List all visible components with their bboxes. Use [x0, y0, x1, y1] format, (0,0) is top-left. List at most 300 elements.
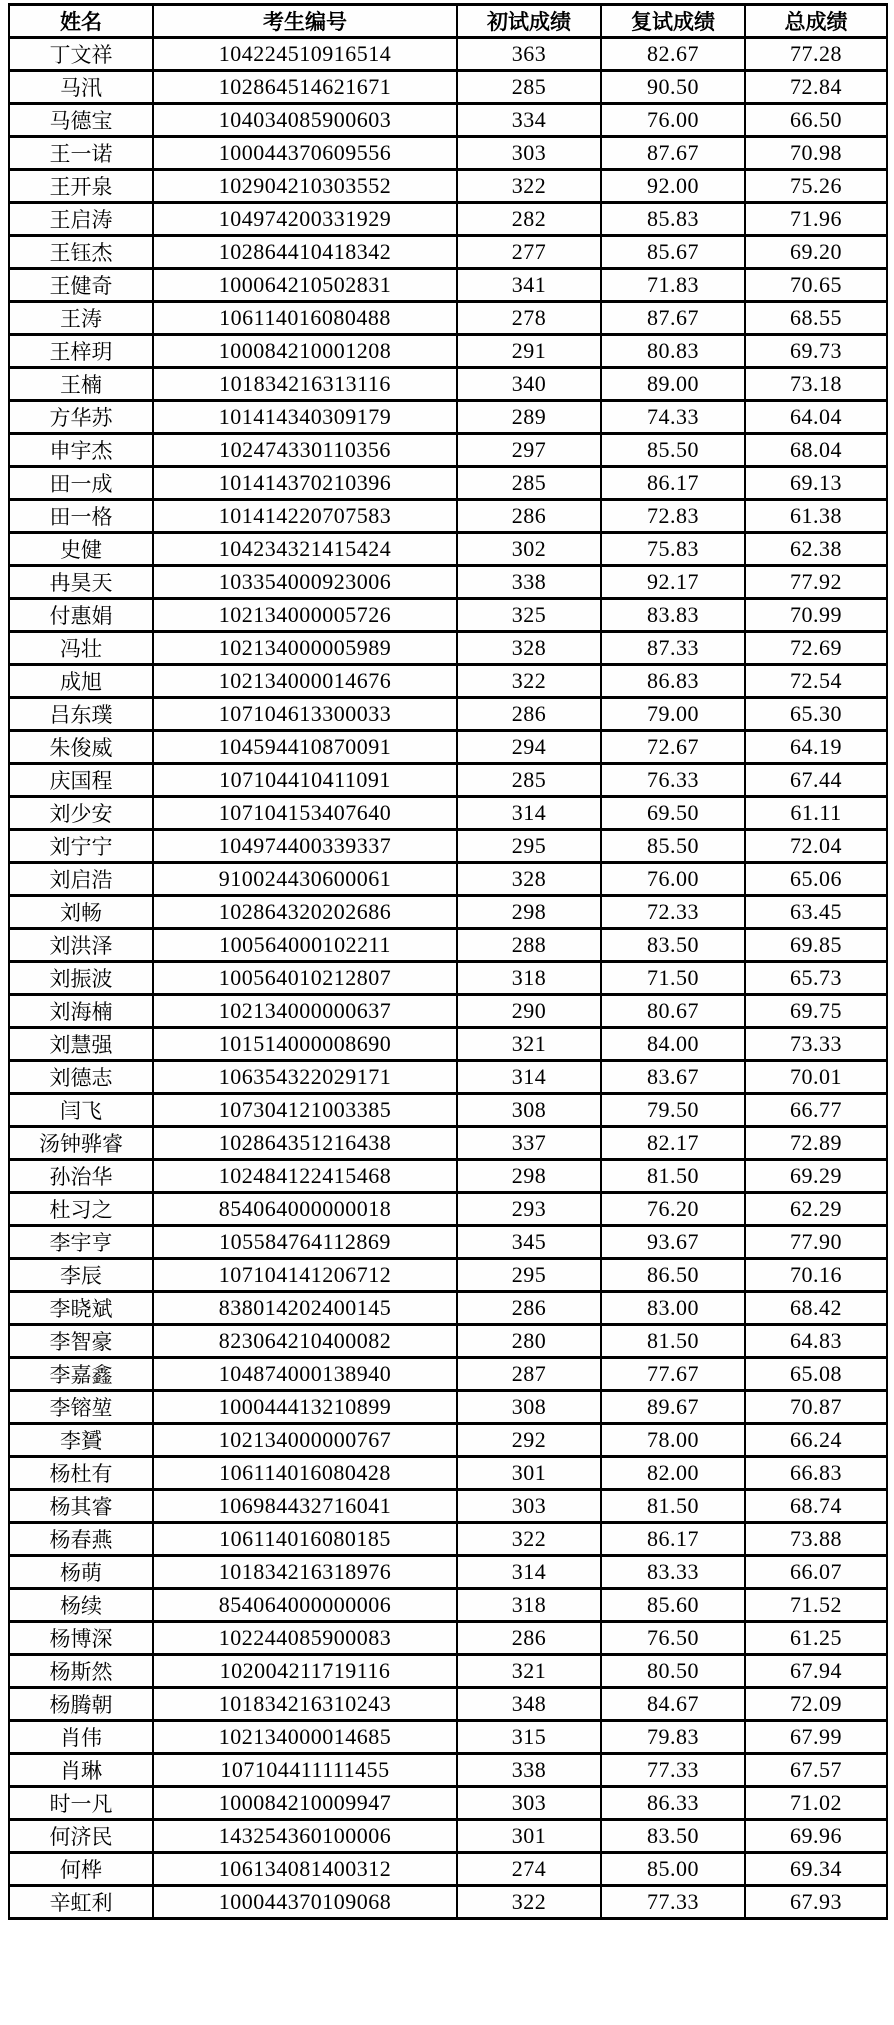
cell-name: 何济民	[9, 1820, 153, 1853]
cell-name: 孙治华	[9, 1160, 153, 1193]
cell-candidate-id: 101414340309179	[153, 401, 457, 434]
cell-total-score: 65.08	[745, 1358, 887, 1391]
cell-name: 杨杜有	[9, 1457, 153, 1490]
cell-candidate-id: 102134000000637	[153, 995, 457, 1028]
cell-retest-score: 93.67	[601, 1226, 745, 1259]
cell-candidate-id: 104234321415424	[153, 533, 457, 566]
cell-total-score: 70.99	[745, 599, 887, 632]
cell-retest-score: 69.50	[601, 797, 745, 830]
cell-total-score: 72.89	[745, 1127, 887, 1160]
cell-retest-score: 83.33	[601, 1556, 745, 1589]
cell-initial-score: 303	[457, 1490, 601, 1523]
cell-total-score: 68.55	[745, 302, 887, 335]
cell-total-score: 65.06	[745, 863, 887, 896]
cell-total-score: 67.99	[745, 1721, 887, 1754]
cell-initial-score: 341	[457, 269, 601, 302]
cell-candidate-id: 104224510916514	[153, 38, 457, 71]
cell-retest-score: 78.00	[601, 1424, 745, 1457]
cell-name: 朱俊威	[9, 731, 153, 764]
cell-retest-score: 81.50	[601, 1325, 745, 1358]
cell-candidate-id: 103354000923006	[153, 566, 457, 599]
cell-name: 杨春燕	[9, 1523, 153, 1556]
cell-name: 杜习之	[9, 1193, 153, 1226]
cell-candidate-id: 104974200331929	[153, 203, 457, 236]
cell-candidate-id: 104974400339337	[153, 830, 457, 863]
cell-name: 成旭	[9, 665, 153, 698]
cell-total-score: 66.50	[745, 104, 887, 137]
table-row	[9, 1358, 887, 1391]
cell-total-score: 75.26	[745, 170, 887, 203]
cell-retest-score: 71.83	[601, 269, 745, 302]
cell-initial-score: 314	[457, 1061, 601, 1094]
cell-total-score: 73.88	[745, 1523, 887, 1556]
cell-total-score: 69.96	[745, 1820, 887, 1853]
table-row	[9, 170, 887, 203]
cell-name: 冯壮	[9, 632, 153, 665]
cell-candidate-id: 102134000014685	[153, 1721, 457, 1754]
cell-initial-score: 295	[457, 830, 601, 863]
cell-initial-score: 338	[457, 1754, 601, 1787]
cell-initial-score: 303	[457, 137, 601, 170]
cell-retest-score: 76.33	[601, 764, 745, 797]
cell-candidate-id: 102864320202686	[153, 896, 457, 929]
cell-total-score: 66.07	[745, 1556, 887, 1589]
table-row	[9, 1886, 887, 1919]
cell-name: 刘畅	[9, 896, 153, 929]
table-row	[9, 1754, 887, 1787]
table-row	[9, 1226, 887, 1259]
table-row	[9, 38, 887, 71]
cell-initial-score: 280	[457, 1325, 601, 1358]
cell-candidate-id: 102134000005989	[153, 632, 457, 665]
cell-candidate-id: 102004211719116	[153, 1655, 457, 1688]
cell-candidate-id: 102484122415468	[153, 1160, 457, 1193]
exam-score-table	[8, 3, 888, 1920]
cell-total-score: 71.02	[745, 1787, 887, 1820]
cell-retest-score: 86.83	[601, 665, 745, 698]
cell-total-score: 61.38	[745, 500, 887, 533]
cell-initial-score: 322	[457, 170, 601, 203]
cell-retest-score: 76.20	[601, 1193, 745, 1226]
cell-retest-score: 80.50	[601, 1655, 745, 1688]
cell-total-score: 69.20	[745, 236, 887, 269]
cell-candidate-id: 854064000000018	[153, 1193, 457, 1226]
cell-name: 刘海楠	[9, 995, 153, 1028]
table-row	[9, 1655, 887, 1688]
cell-retest-score: 79.83	[601, 1721, 745, 1754]
cell-total-score: 71.52	[745, 1589, 887, 1622]
cell-initial-score: 286	[457, 698, 601, 731]
table-row	[9, 1589, 887, 1622]
cell-name: 李镕堃	[9, 1391, 153, 1424]
cell-initial-score: 315	[457, 1721, 601, 1754]
table-row	[9, 1556, 887, 1589]
cell-name: 杨其睿	[9, 1490, 153, 1523]
cell-initial-score: 325	[457, 599, 601, 632]
cell-name: 田一成	[9, 467, 153, 500]
table-row	[9, 1490, 887, 1523]
cell-retest-score: 81.50	[601, 1490, 745, 1523]
cell-candidate-id: 106114016080488	[153, 302, 457, 335]
cell-initial-score: 295	[457, 1259, 601, 1292]
cell-candidate-id: 104874000138940	[153, 1358, 457, 1391]
cell-candidate-id: 106114016080428	[153, 1457, 457, 1490]
cell-retest-score: 83.67	[601, 1061, 745, 1094]
cell-initial-score: 301	[457, 1820, 601, 1853]
cell-total-score: 62.38	[745, 533, 887, 566]
cell-retest-score: 71.50	[601, 962, 745, 995]
table-row	[9, 1820, 887, 1853]
cell-initial-score: 322	[457, 1523, 601, 1556]
cell-total-score: 68.42	[745, 1292, 887, 1325]
cell-retest-score: 87.33	[601, 632, 745, 665]
cell-total-score: 69.75	[745, 995, 887, 1028]
cell-candidate-id: 107104410411091	[153, 764, 457, 797]
cell-initial-score: 286	[457, 1292, 601, 1325]
cell-retest-score: 74.33	[601, 401, 745, 434]
table-row	[9, 698, 887, 731]
header-initial-score: 初试成绩	[457, 5, 601, 38]
table-row	[9, 1787, 887, 1820]
cell-initial-score: 345	[457, 1226, 601, 1259]
cell-candidate-id: 102864351216438	[153, 1127, 457, 1160]
cell-initial-score: 337	[457, 1127, 601, 1160]
cell-total-score: 69.34	[745, 1853, 887, 1886]
table-row	[9, 863, 887, 896]
cell-total-score: 68.04	[745, 434, 887, 467]
cell-name: 方华苏	[9, 401, 153, 434]
cell-initial-score: 285	[457, 467, 601, 500]
cell-retest-score: 86.17	[601, 467, 745, 500]
cell-total-score: 77.90	[745, 1226, 887, 1259]
cell-name: 辛虹利	[9, 1886, 153, 1919]
cell-name: 王启涛	[9, 203, 153, 236]
cell-initial-score: 328	[457, 632, 601, 665]
cell-initial-score: 301	[457, 1457, 601, 1490]
cell-candidate-id: 107104153407640	[153, 797, 457, 830]
cell-retest-score: 83.83	[601, 599, 745, 632]
cell-retest-score: 89.00	[601, 368, 745, 401]
cell-name: 王涛	[9, 302, 153, 335]
cell-name: 刘振波	[9, 962, 153, 995]
cell-retest-score: 83.00	[601, 1292, 745, 1325]
cell-name: 肖伟	[9, 1721, 153, 1754]
cell-candidate-id: 102864514621671	[153, 71, 457, 104]
cell-retest-score: 86.17	[601, 1523, 745, 1556]
cell-retest-score: 72.83	[601, 500, 745, 533]
cell-total-score: 73.18	[745, 368, 887, 401]
table-row	[9, 1853, 887, 1886]
cell-initial-score: 298	[457, 1160, 601, 1193]
cell-total-score: 63.45	[745, 896, 887, 929]
cell-retest-score: 83.50	[601, 1820, 745, 1853]
table-row	[9, 995, 887, 1028]
cell-name: 李贇	[9, 1424, 153, 1457]
cell-initial-score: 318	[457, 962, 601, 995]
cell-name: 肖琳	[9, 1754, 153, 1787]
cell-initial-score: 348	[457, 1688, 601, 1721]
cell-initial-score: 287	[457, 1358, 601, 1391]
table-row	[9, 665, 887, 698]
cell-initial-score: 303	[457, 1787, 601, 1820]
cell-name: 李嘉鑫	[9, 1358, 153, 1391]
table-row	[9, 401, 887, 434]
cell-name: 王楠	[9, 368, 153, 401]
cell-initial-score: 294	[457, 731, 601, 764]
cell-initial-score: 286	[457, 1622, 601, 1655]
cell-initial-score: 285	[457, 71, 601, 104]
cell-initial-score: 285	[457, 764, 601, 797]
cell-total-score: 67.57	[745, 1754, 887, 1787]
cell-name: 李晓斌	[9, 1292, 153, 1325]
cell-candidate-id: 101414220707583	[153, 500, 457, 533]
cell-retest-score: 77.67	[601, 1358, 745, 1391]
cell-candidate-id: 102904210303552	[153, 170, 457, 203]
cell-name: 申宇杰	[9, 434, 153, 467]
table-row	[9, 1424, 887, 1457]
cell-name: 史健	[9, 533, 153, 566]
cell-total-score: 72.04	[745, 830, 887, 863]
table-row	[9, 1160, 887, 1193]
table-row	[9, 203, 887, 236]
cell-retest-score: 85.50	[601, 434, 745, 467]
cell-retest-score: 87.67	[601, 302, 745, 335]
cell-candidate-id: 101834216313116	[153, 368, 457, 401]
cell-name: 刘少安	[9, 797, 153, 830]
table-row	[9, 368, 887, 401]
cell-initial-score: 363	[457, 38, 601, 71]
cell-name: 刘启浩	[9, 863, 153, 896]
cell-name: 李宇亨	[9, 1226, 153, 1259]
cell-retest-score: 92.17	[601, 566, 745, 599]
cell-total-score: 70.01	[745, 1061, 887, 1094]
cell-retest-score: 92.00	[601, 170, 745, 203]
cell-total-score: 69.29	[745, 1160, 887, 1193]
cell-retest-score: 80.67	[601, 995, 745, 1028]
cell-name: 马汛	[9, 71, 153, 104]
cell-initial-score: 298	[457, 896, 601, 929]
cell-total-score: 68.74	[745, 1490, 887, 1523]
cell-total-score: 72.09	[745, 1688, 887, 1721]
cell-total-score: 72.54	[745, 665, 887, 698]
cell-candidate-id: 100064210502831	[153, 269, 457, 302]
table-row	[9, 533, 887, 566]
cell-candidate-id: 104034085900603	[153, 104, 457, 137]
cell-name: 付惠娟	[9, 599, 153, 632]
table-row	[9, 500, 887, 533]
cell-candidate-id: 100564000102211	[153, 929, 457, 962]
cell-candidate-id: 838014202400145	[153, 1292, 457, 1325]
cell-total-score: 67.93	[745, 1886, 887, 1919]
cell-initial-score: 318	[457, 1589, 601, 1622]
table-row	[9, 434, 887, 467]
table-row	[9, 929, 887, 962]
cell-initial-score: 322	[457, 665, 601, 698]
cell-retest-score: 87.67	[601, 137, 745, 170]
table-row	[9, 1259, 887, 1292]
table-row	[9, 1127, 887, 1160]
cell-name: 闫飞	[9, 1094, 153, 1127]
cell-total-score: 72.84	[745, 71, 887, 104]
cell-name: 汤钟骅睿	[9, 1127, 153, 1160]
cell-retest-score: 76.00	[601, 104, 745, 137]
cell-initial-score: 286	[457, 500, 601, 533]
cell-total-score: 67.44	[745, 764, 887, 797]
table-row	[9, 467, 887, 500]
cell-initial-score: 282	[457, 203, 601, 236]
cell-initial-score: 328	[457, 863, 601, 896]
cell-initial-score: 321	[457, 1028, 601, 1061]
cell-total-score: 66.77	[745, 1094, 887, 1127]
cell-total-score: 61.25	[745, 1622, 887, 1655]
cell-candidate-id: 100044413210899	[153, 1391, 457, 1424]
cell-candidate-id: 102134000005726	[153, 599, 457, 632]
cell-candidate-id: 101834216310243	[153, 1688, 457, 1721]
cell-retest-score: 82.00	[601, 1457, 745, 1490]
table-row	[9, 1721, 887, 1754]
cell-total-score: 77.92	[745, 566, 887, 599]
cell-total-score: 71.96	[745, 203, 887, 236]
cell-name: 何桦	[9, 1853, 153, 1886]
cell-initial-score: 308	[457, 1094, 601, 1127]
cell-total-score: 77.28	[745, 38, 887, 71]
cell-total-score: 61.11	[745, 797, 887, 830]
cell-candidate-id: 106134081400312	[153, 1853, 457, 1886]
cell-candidate-id: 823064210400082	[153, 1325, 457, 1358]
cell-candidate-id: 100044370109068	[153, 1886, 457, 1919]
cell-retest-score: 79.00	[601, 698, 745, 731]
cell-retest-score: 85.00	[601, 1853, 745, 1886]
cell-total-score: 70.87	[745, 1391, 887, 1424]
cell-retest-score: 85.60	[601, 1589, 745, 1622]
table-row	[9, 1457, 887, 1490]
cell-retest-score: 89.67	[601, 1391, 745, 1424]
cell-candidate-id: 106114016080185	[153, 1523, 457, 1556]
cell-retest-score: 84.00	[601, 1028, 745, 1061]
cell-name: 冉昊天	[9, 566, 153, 599]
cell-initial-score: 314	[457, 797, 601, 830]
cell-total-score: 72.69	[745, 632, 887, 665]
cell-total-score: 64.04	[745, 401, 887, 434]
cell-initial-score: 308	[457, 1391, 601, 1424]
cell-retest-score: 85.50	[601, 830, 745, 863]
cell-initial-score: 290	[457, 995, 601, 1028]
cell-initial-score: 297	[457, 434, 601, 467]
cell-total-score: 73.33	[745, 1028, 887, 1061]
cell-initial-score: 278	[457, 302, 601, 335]
cell-total-score: 64.19	[745, 731, 887, 764]
cell-name: 时一凡	[9, 1787, 153, 1820]
table-row	[9, 236, 887, 269]
cell-name: 李辰	[9, 1259, 153, 1292]
cell-candidate-id: 107304121003385	[153, 1094, 457, 1127]
cell-name: 田一格	[9, 500, 153, 533]
table-row	[9, 797, 887, 830]
cell-candidate-id: 104594410870091	[153, 731, 457, 764]
table-row	[9, 731, 887, 764]
cell-candidate-id: 106354322029171	[153, 1061, 457, 1094]
cell-retest-score: 80.83	[601, 335, 745, 368]
cell-name: 吕东璞	[9, 698, 153, 731]
cell-retest-score: 81.50	[601, 1160, 745, 1193]
cell-retest-score: 76.00	[601, 863, 745, 896]
table-row	[9, 1688, 887, 1721]
cell-candidate-id: 106984432716041	[153, 1490, 457, 1523]
cell-candidate-id: 102244085900083	[153, 1622, 457, 1655]
cell-initial-score: 321	[457, 1655, 601, 1688]
cell-name: 王开泉	[9, 170, 153, 203]
cell-initial-score: 293	[457, 1193, 601, 1226]
cell-name: 王健奇	[9, 269, 153, 302]
table-row	[9, 962, 887, 995]
table-row	[9, 137, 887, 170]
cell-name: 杨续	[9, 1589, 153, 1622]
cell-retest-score: 90.50	[601, 71, 745, 104]
cell-total-score: 70.98	[745, 137, 887, 170]
cell-initial-score: 292	[457, 1424, 601, 1457]
cell-retest-score: 86.50	[601, 1259, 745, 1292]
cell-candidate-id: 100564010212807	[153, 962, 457, 995]
table-row	[9, 1061, 887, 1094]
header-candidate-id: 考生编号	[153, 5, 457, 38]
table-row	[9, 1325, 887, 1358]
cell-candidate-id: 100084210001208	[153, 335, 457, 368]
cell-candidate-id: 101834216318976	[153, 1556, 457, 1589]
cell-total-score: 70.65	[745, 269, 887, 302]
cell-candidate-id: 101514000008690	[153, 1028, 457, 1061]
table-row	[9, 830, 887, 863]
cell-total-score: 65.30	[745, 698, 887, 731]
cell-initial-score: 289	[457, 401, 601, 434]
table-row	[9, 1094, 887, 1127]
table-row	[9, 1028, 887, 1061]
cell-initial-score: 277	[457, 236, 601, 269]
cell-retest-score: 72.67	[601, 731, 745, 764]
cell-total-score: 69.13	[745, 467, 887, 500]
cell-retest-score: 83.50	[601, 929, 745, 962]
table-row	[9, 104, 887, 137]
cell-name: 王钰杰	[9, 236, 153, 269]
table-row	[9, 1523, 887, 1556]
cell-name: 李智豪	[9, 1325, 153, 1358]
cell-initial-score: 288	[457, 929, 601, 962]
cell-name: 庆国程	[9, 764, 153, 797]
cell-candidate-id: 910024430600061	[153, 863, 457, 896]
table-row	[9, 71, 887, 104]
cell-candidate-id: 107104613300033	[153, 698, 457, 731]
header-retest-score: 复试成绩	[601, 5, 745, 38]
table-row	[9, 632, 887, 665]
cell-name: 杨萌	[9, 1556, 153, 1589]
cell-retest-score: 85.83	[601, 203, 745, 236]
cell-initial-score: 291	[457, 335, 601, 368]
cell-total-score: 70.16	[745, 1259, 887, 1292]
cell-initial-score: 302	[457, 533, 601, 566]
cell-candidate-id: 854064000000006	[153, 1589, 457, 1622]
cell-initial-score: 314	[457, 1556, 601, 1589]
cell-total-score: 62.29	[745, 1193, 887, 1226]
table-row	[9, 764, 887, 797]
cell-total-score: 69.73	[745, 335, 887, 368]
header-total-score: 总成绩	[745, 5, 887, 38]
cell-candidate-id: 105584764112869	[153, 1226, 457, 1259]
table-row	[9, 566, 887, 599]
cell-initial-score: 322	[457, 1886, 601, 1919]
cell-name: 王一诺	[9, 137, 153, 170]
cell-name: 马德宝	[9, 104, 153, 137]
cell-name: 王梓玥	[9, 335, 153, 368]
table-header-row	[9, 5, 887, 38]
